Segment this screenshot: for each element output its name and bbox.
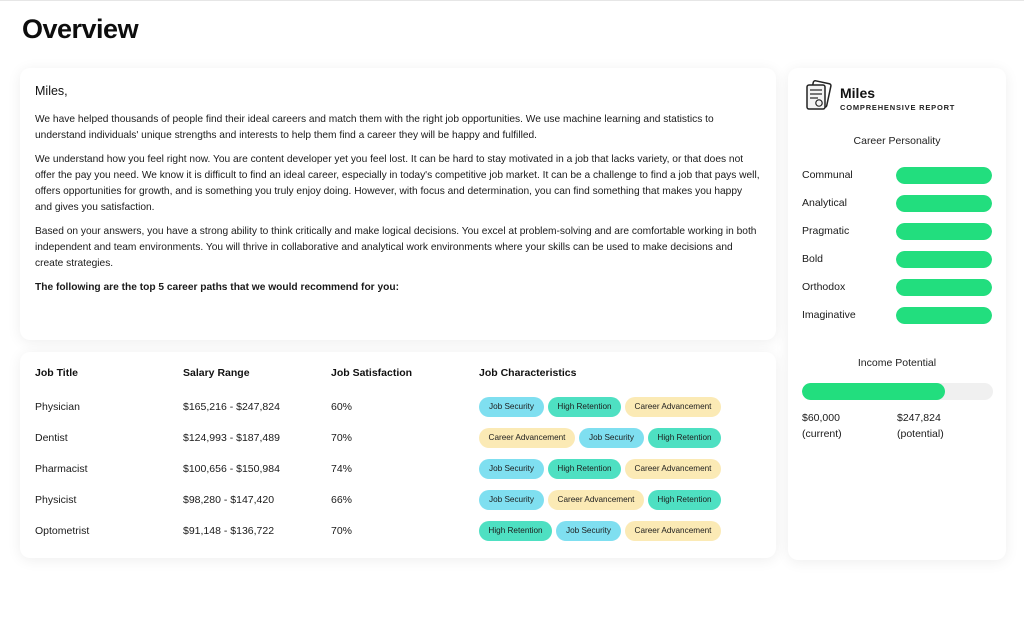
header-job-satisfaction: Job Satisfaction: [331, 367, 413, 379]
characteristic-chip-security: Job Security: [579, 428, 644, 448]
trait-bar-track: [896, 307, 992, 324]
salary-range-cell: $91,148 - $136,722: [183, 524, 275, 537]
income-current-label: (current): [802, 428, 842, 440]
trait-row: [802, 217, 992, 245]
trait-label: Orthodox: [802, 281, 846, 293]
characteristic-chip-security: Job Security: [479, 459, 544, 479]
career-paths-table: [20, 352, 776, 558]
characteristic-chip-security: Job Security: [556, 521, 621, 541]
income-potential-label: (potential): [897, 428, 944, 440]
income-values: [802, 410, 992, 442]
table-header: [35, 365, 761, 381]
job-satisfaction-cell: 60%: [331, 400, 353, 413]
report-title-block: [840, 85, 955, 112]
characteristic-chip-advancement: Career Advancement: [625, 521, 721, 541]
characteristic-chip-security: Job Security: [479, 397, 544, 417]
recommendation-intro: The following are the top 5 career paths that we would recommend for you:: [35, 282, 399, 293]
trait-bar-fill: [896, 307, 992, 324]
income-potential-title: Income Potential: [857, 357, 937, 369]
job-characteristics-cell: [479, 428, 761, 448]
report-subtitle: COMPREHENSIVE REPORT: [840, 103, 956, 112]
characteristic-chip-retention: High Retention: [479, 521, 552, 541]
job-characteristics-cell: [479, 521, 761, 541]
income-progress-fill: [802, 383, 945, 400]
characteristic-chip-retention: High Retention: [548, 397, 621, 417]
characteristic-chip-retention: High Retention: [648, 490, 721, 510]
job-title-cell: Optometrist: [35, 524, 90, 537]
characteristic-chip-advancement: Career Advancement: [548, 490, 644, 510]
table-body: [35, 391, 761, 546]
header-job-title: Job Title: [35, 367, 78, 379]
trait-row: [802, 189, 992, 217]
table-row: [35, 391, 761, 422]
job-satisfaction-cell: 70%: [331, 524, 353, 537]
trait-row: [802, 161, 992, 189]
letter-paragraph: Based on your answers, you have a strong ability to think critically and make logical decisions. You excel at problem-solving and are comfortable working in both independent and team environments. You will thrive in collaborative and analytical work environments where your skills can be used to make decisions and create strategies.: [35, 226, 757, 269]
table-row: [35, 422, 761, 453]
letter-greeting: Miles,: [35, 84, 68, 98]
income-current: [802, 410, 897, 442]
income-potential-value: $247,824: [897, 412, 941, 424]
job-title-cell: Physicist: [35, 493, 77, 506]
job-satisfaction-cell: 74%: [331, 462, 353, 475]
job-characteristics-cell: [479, 490, 761, 510]
income-potential: [897, 410, 992, 442]
characteristic-chip-retention: High Retention: [548, 459, 621, 479]
trait-row: [802, 273, 992, 301]
trait-bar-fill: [896, 251, 992, 268]
header-job-characteristics: Job Characteristics: [479, 367, 577, 379]
trait-label: Bold: [802, 253, 824, 265]
trait-bar-fill: [896, 223, 992, 240]
trait-label: Analytical: [802, 197, 847, 209]
letter-card: [20, 68, 776, 340]
characteristic-chip-retention: High Retention: [648, 428, 721, 448]
trait-bar-fill: [896, 167, 992, 184]
report-document-icon: [804, 80, 832, 117]
report-header: [804, 80, 992, 117]
trait-label: Imaginative: [802, 309, 856, 321]
table-row: [35, 453, 761, 484]
income-progress-track: [802, 383, 993, 400]
trait-bar-track: [896, 251, 992, 268]
salary-range-cell: $124,993 - $187,489: [183, 431, 280, 444]
salary-range-cell: $98,280 - $147,420: [183, 493, 275, 506]
job-characteristics-cell: [479, 459, 761, 479]
header-salary-range: Salary Range: [183, 367, 250, 379]
trait-row: [802, 245, 992, 273]
characteristic-chip-security: Job Security: [479, 490, 544, 510]
letter-paragraph: We understand how you feel right now. You are content developer yet you feel lost. It can be hard to stay motivated in a job that lacks variety, or that does not offer the pay you need. We know it is difficult to find an ideal career, especially in today's competitive job market. It can be a challenge to find a job that pays well, offers opportunities for growth, and is something you truly enjoy doing. However, with focus and determination, you can find something that makes you happy and gives you satisfaction.: [35, 154, 760, 213]
career-personality-title: Career Personality: [853, 135, 941, 147]
job-title-cell: Dentist: [35, 431, 68, 444]
characteristic-chip-advancement: Career Advancement: [479, 428, 575, 448]
job-title-cell: Pharmacist: [35, 462, 88, 475]
salary-range-cell: $100,656 - $150,984: [183, 462, 280, 475]
job-characteristics-cell: [479, 397, 761, 417]
trait-bar-track: [896, 279, 992, 296]
income-current-value: $60,000: [802, 412, 840, 424]
trait-label: Pragmatic: [802, 225, 850, 237]
report-name: Miles: [840, 85, 876, 101]
table-row: [35, 515, 761, 546]
salary-range-cell: $165,216 - $247,824: [183, 400, 280, 413]
trait-bar-fill: [896, 279, 992, 296]
table-row: [35, 484, 761, 515]
trait-bar-track: [896, 223, 992, 240]
characteristic-chip-advancement: Career Advancement: [625, 397, 721, 417]
page-title: Overview: [22, 14, 139, 44]
letter-paragraph: We have helped thousands of people find their ideal careers and match them with the right job opportunities. We use machine learning and statistics to understand individuals' unique strengths and interests to help them find a career they will be happy and fulfilled.: [35, 114, 714, 141]
trait-row: [802, 301, 992, 329]
trait-label: Communal: [802, 169, 853, 181]
trait-bar-track: [896, 167, 992, 184]
top-divider: [0, 0, 1024, 3]
job-title-cell: Physician: [35, 400, 80, 413]
trait-bar-fill: [896, 195, 992, 212]
personality-traits: [802, 161, 992, 329]
job-satisfaction-cell: 66%: [331, 493, 353, 506]
trait-bar-track: [896, 195, 992, 212]
job-satisfaction-cell: 70%: [331, 431, 353, 444]
report-card: [788, 68, 1006, 560]
characteristic-chip-advancement: Career Advancement: [625, 459, 721, 479]
